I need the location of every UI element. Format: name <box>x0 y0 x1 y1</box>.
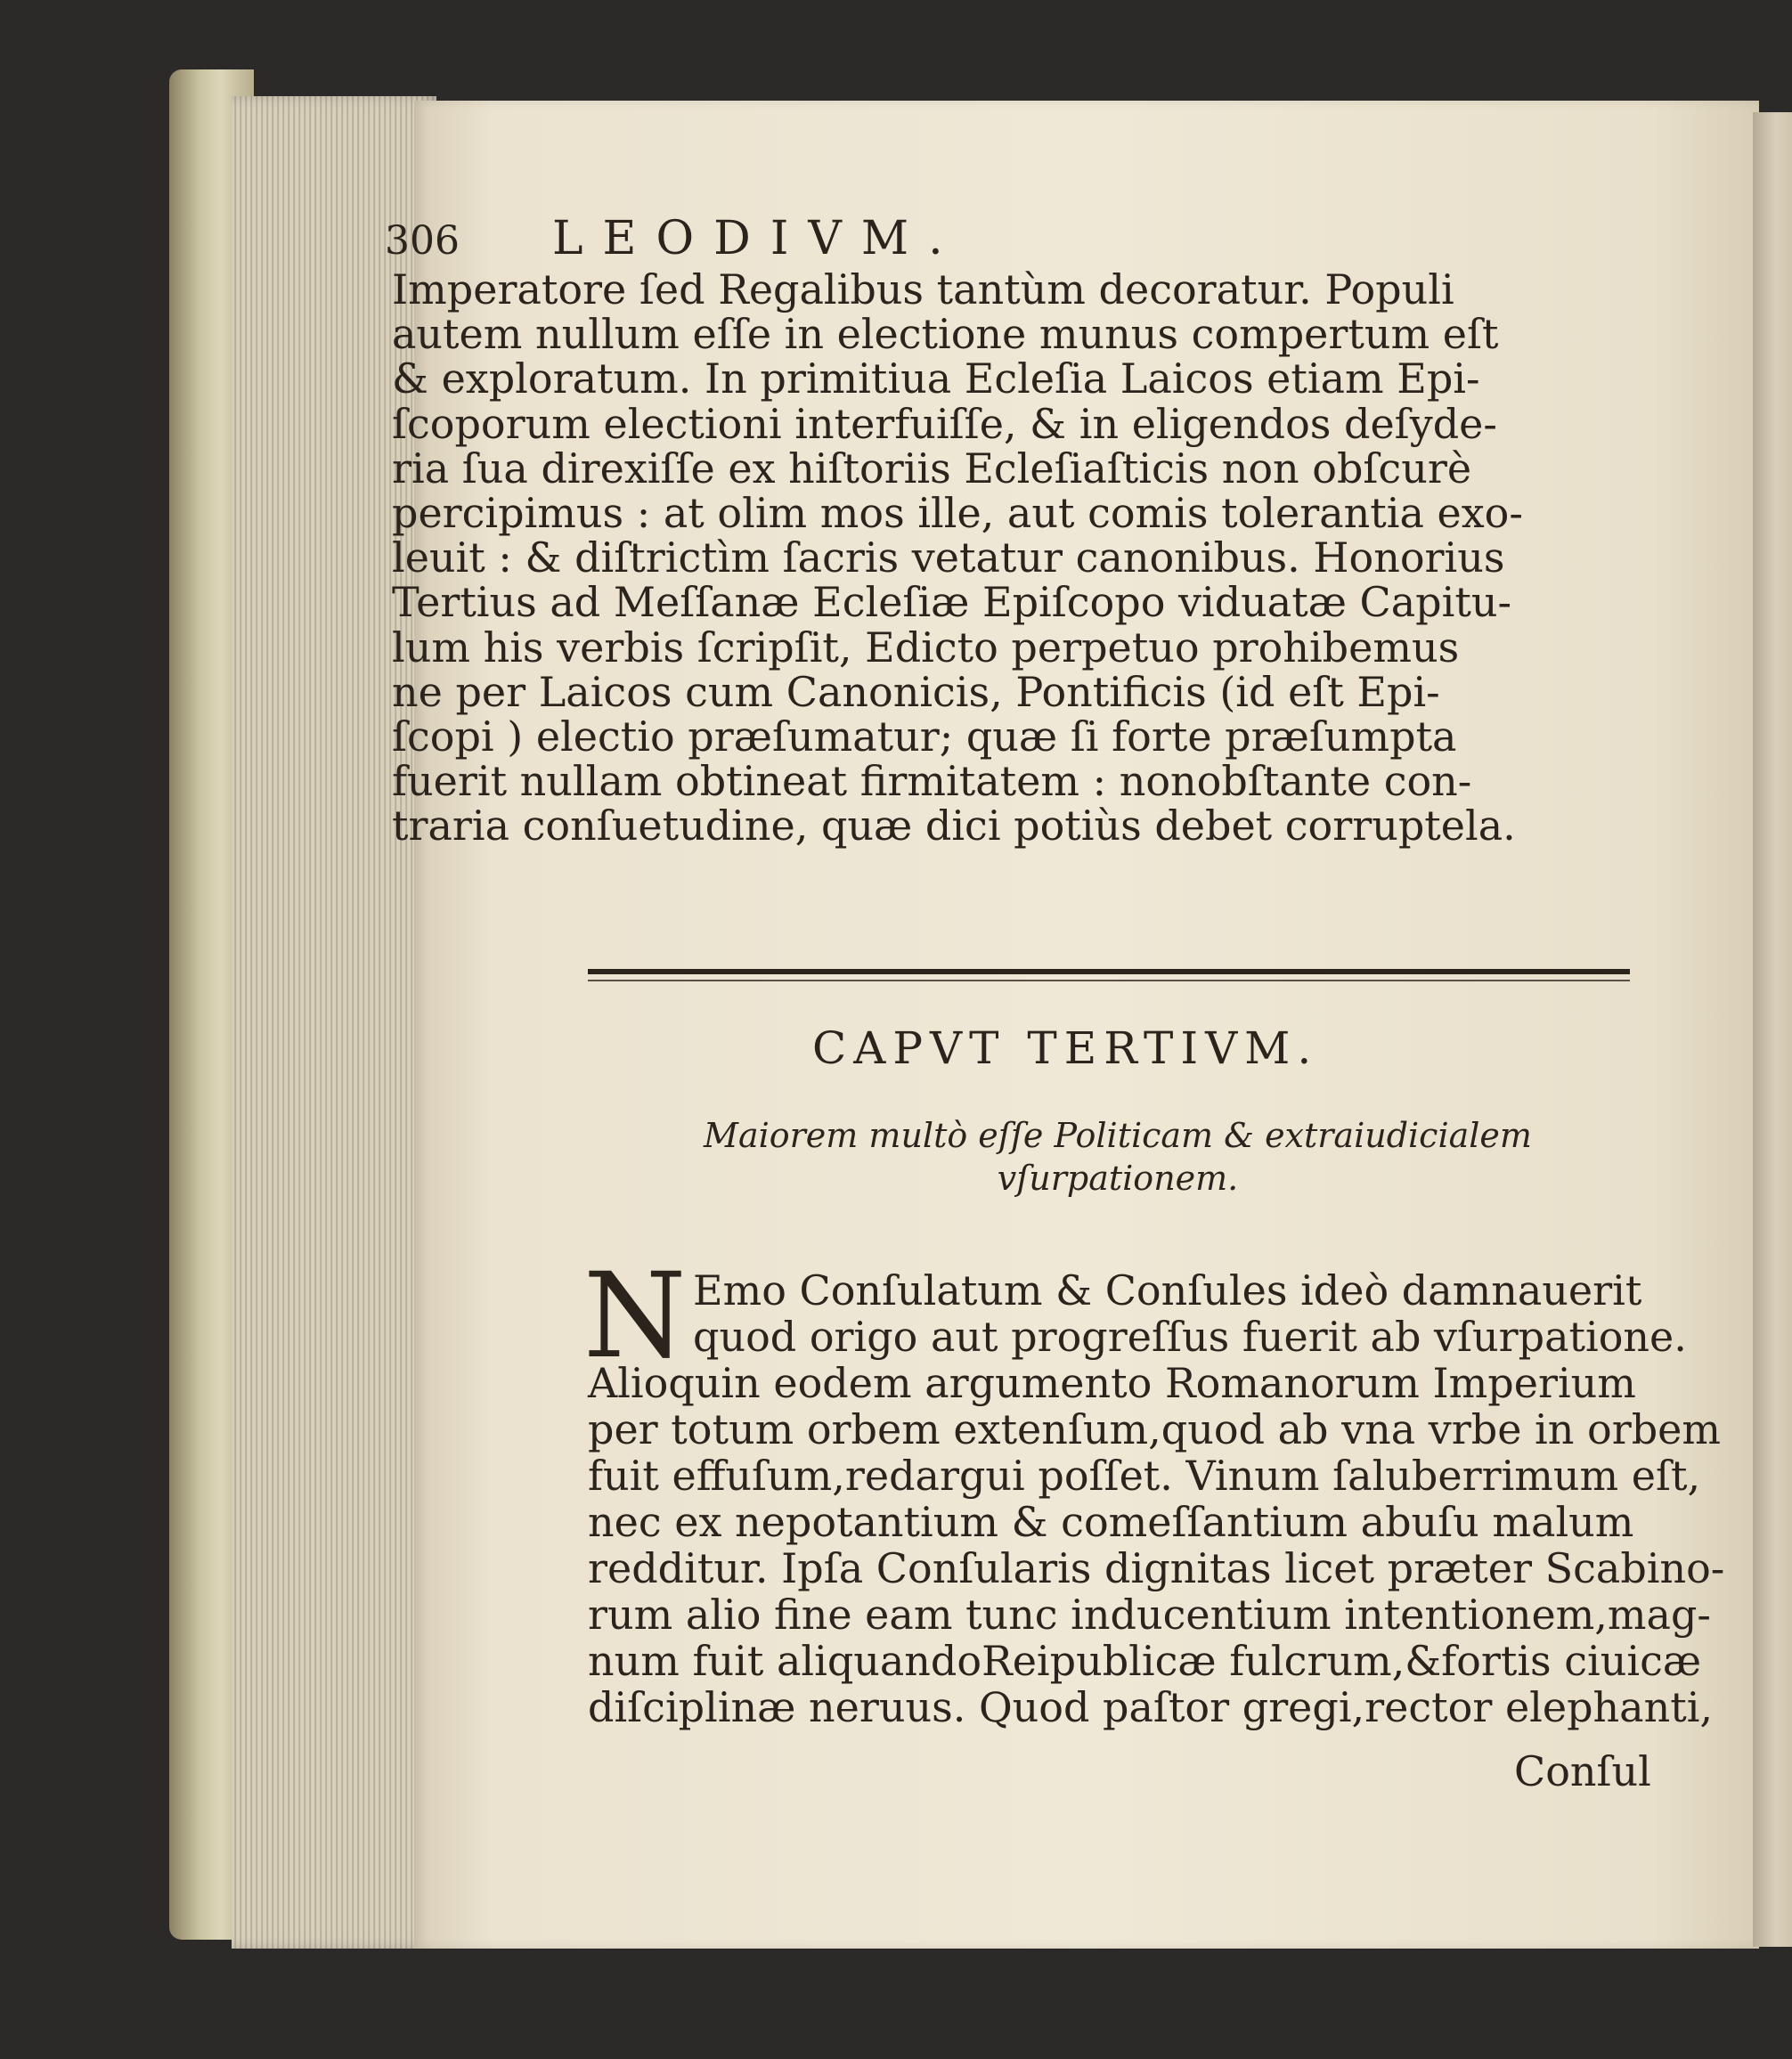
text-line: quod origo aut progreſſus fuerit ab vſurpatione. <box>693 1313 1687 1361</box>
text-line: num fuit aliquandoReipublicæ fulcrum,&fortis ciuicæ <box>588 1637 1702 1685</box>
text-line: percipimus : at olim mos ille, aut comis tolerantia exo- <box>392 489 1523 538</box>
text-line: lum his verbis ſcripſit, Edicto perpetuo prohibemus <box>392 623 1460 671</box>
text-line: Tertius ad Meſſanæ Ecleſiæ Epiſcopo viduatæ Capitu- <box>392 578 1511 627</box>
text-line: autem nullum eſſe in electione munus compertum eſt <box>392 310 1499 359</box>
page-number: 306 <box>385 218 460 264</box>
text-line: ſcoporum electioni interfuiſſe, & in eligendos deſyde- <box>392 399 1497 448</box>
text-line: traria conſuetudine, quæ dici potiùs debet corruptela. <box>392 802 1516 850</box>
text-line: & exploratum. In primitiua Ecleſia Laicos etiam Epi- <box>392 354 1480 403</box>
text-line: rum alio fine eam tunc inducentium intentionem,mag- <box>588 1591 1711 1639</box>
text-line: per totum orbem extenſum,quod ab vna vrbe in orbem <box>588 1405 1721 1453</box>
text-line: Alioquin eodem argumento Romanorum Imperium <box>588 1359 1636 1407</box>
text-line: ne per Laicos cum Canonicis, Pontificis (id eſt Epi- <box>392 667 1440 716</box>
section-rule <box>588 969 1630 974</box>
running-head: LEODIVM. <box>552 212 963 265</box>
text-line: redditur. Ipſa Conſularis dignitas licet præter Scabino- <box>588 1544 1725 1592</box>
text-line: ſcopi ) electio præſumatur; quæ ſi forte præſumpta <box>392 712 1457 761</box>
text-line: Imperatore ſed Regalibus tantùm decoratur. Populi <box>392 265 1454 313</box>
catchword: Conſul <box>1514 1747 1651 1795</box>
text-line: diſciplinæ neruus. Quod paſtor gregi,rector elephanti, <box>588 1683 1714 1731</box>
chapter-title: CAPVT TERTIVM. <box>812 1022 1319 1074</box>
text-line: Emo Conſulatum & Conſules ideò damnauerit <box>693 1266 1642 1314</box>
text-line: ria ſua direxiſſe ex hiſtoriis Ecleſiaſticis non obſcurè <box>392 444 1472 492</box>
facing-page-edge <box>1753 112 1792 1947</box>
chapter-subtitle: Maiorem multò eſſe Politicam & extraiudicialem <box>704 1116 1532 1155</box>
drop-cap: N <box>583 1248 687 1385</box>
text-line: nec ex nepotantium & comeſſantium abuſu malum <box>588 1498 1634 1546</box>
text-line: fuit effuſum,redargui poſſet. Vinum ſaluberrimum eſt, <box>588 1452 1701 1500</box>
paragraph-1 <box>392 267 1643 849</box>
text-line: leuit : & diſtrictìm ſacris vetatur canonibus. Honorius <box>392 533 1505 582</box>
text-line: fuerit nullam obtineat firmitatem : nonobſtante con- <box>392 757 1472 806</box>
chapter-subtitle: vſurpationem. <box>997 1159 1239 1198</box>
